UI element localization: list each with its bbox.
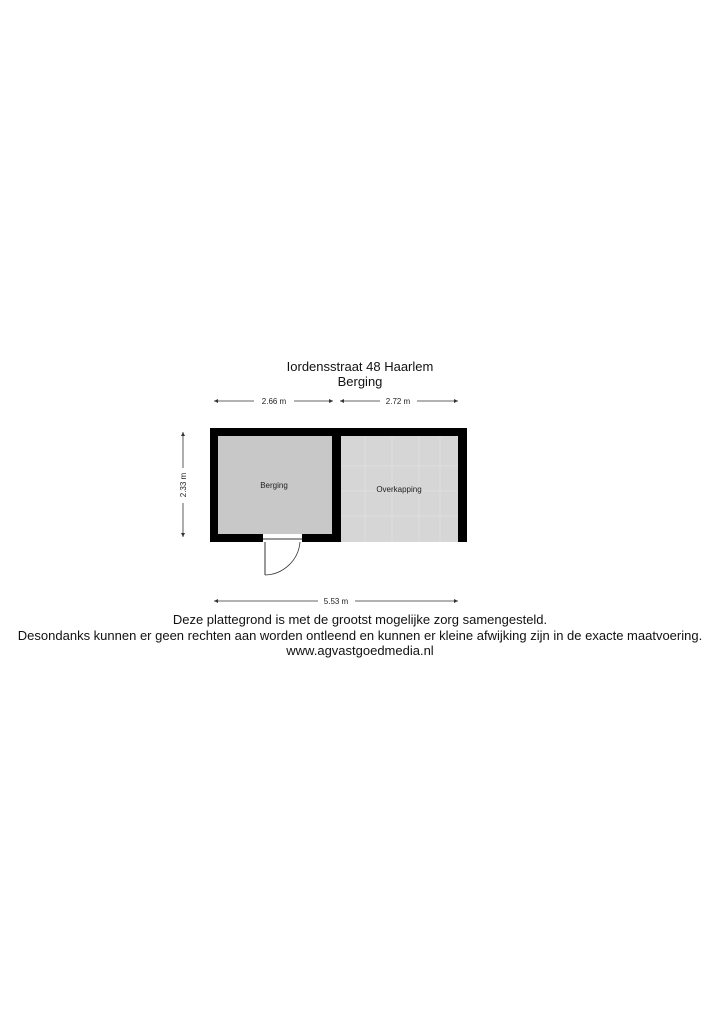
dimension-height-label: 2.33 m [179,472,188,498]
dimension-width-total [214,597,458,606]
disclaimer-website-link[interactable]: www.agvastgoedmedia.nl [286,643,434,658]
dimension-width-left [214,397,333,406]
room-label-berging: Berging [260,481,288,490]
room-label-overkapping: Overkapping [376,485,422,494]
disclaimer [0,612,720,659]
dimension-width-total-label: 5.53 m [323,597,349,606]
dimension-width-left-label: 2.66 m [261,397,287,406]
dimension-width-right [340,397,458,406]
floorplan-address: Iordensstraat 48 Haarlem [286,359,434,374]
dimension-width-right-label: 2.72 m [385,397,411,406]
floorplan-floor-name: Berging [337,374,383,389]
dimension-height [179,432,188,537]
door [263,538,302,575]
disclaimer-line-1: Deze plattegrond is met de grootst mogelijke zorg samengesteld. [172,612,548,627]
disclaimer-line-2: Desondanks kunnen er geen rechten aan worden ontleend en kunnen er kleine afwijking zijn in de exacte maatvoering. [17,627,703,643]
